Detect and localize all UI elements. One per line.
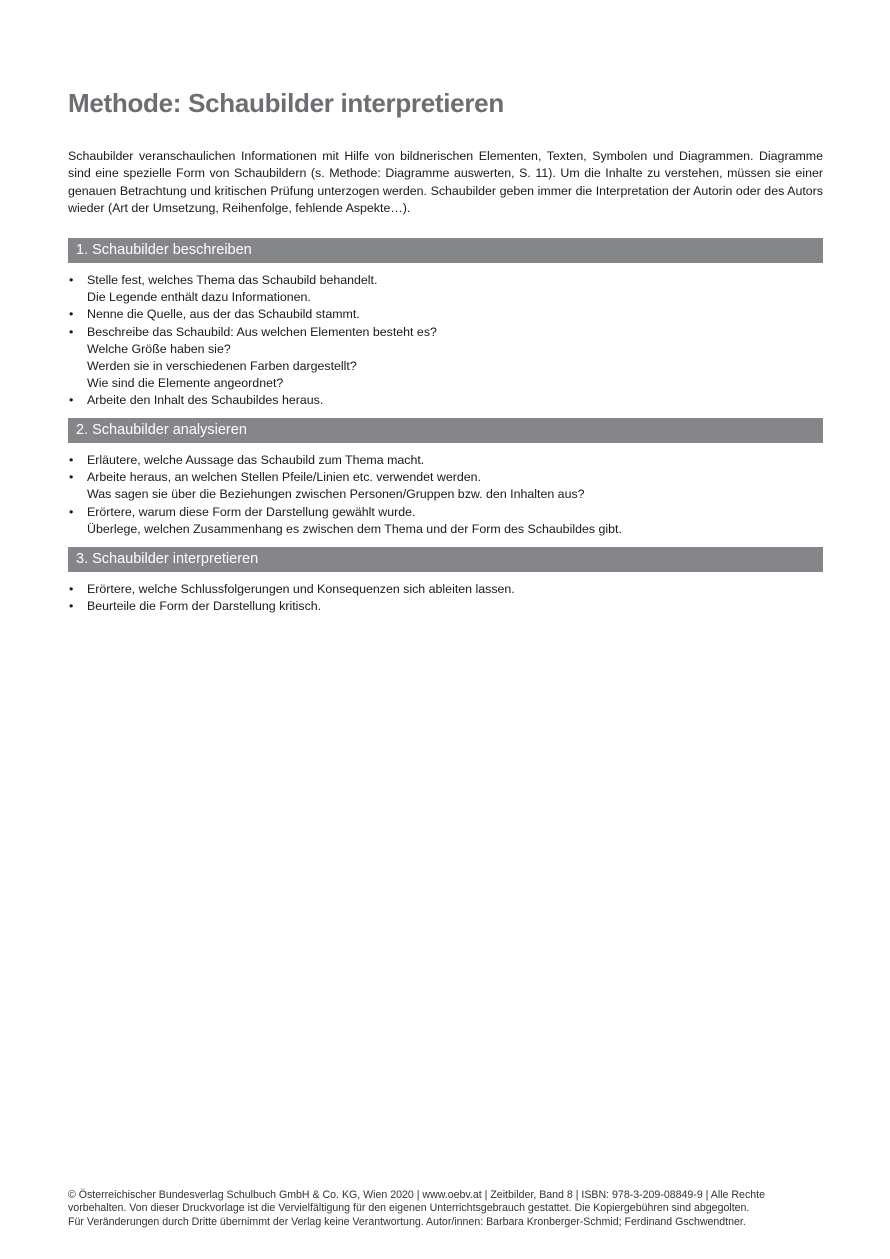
- list-item: • Arbeite heraus, an welchen Stellen Pfeile/Linien etc. verwendet werden. Was sagen sie über die Beziehungen zwischen Personen/Gruppen bzw. den Inhalten aus?: [68, 469, 823, 503]
- list-item: • Beschreibe das Schaubild: Aus welchen Elementen besteht es? Welche Größe haben sie? Werden sie in verschiedenen Farben dargestellt? Wie sind die Elemente angeordnet?: [68, 324, 823, 393]
- section-heading-2: 2. Schaubilder analysieren: [68, 418, 823, 443]
- list-item: • Erörtere, warum diese Form der Darstellung gewählt wurde. Überlege, welchen Zusammenhang es zwischen dem Thema und der Form des Schaubildes gibt.: [68, 504, 823, 538]
- list-item: • Erläutere, welche Aussage das Schaubild zum Thema macht.: [68, 452, 823, 469]
- section-list-1: [68, 272, 823, 410]
- list-item: • Nenne die Quelle, aus der das Schaubild stammt.: [68, 306, 823, 323]
- list-item: • Arbeite den Inhalt des Schaubildes heraus.: [68, 392, 823, 409]
- page-title: Methode: Schaubilder interpretieren: [68, 88, 504, 118]
- section-list-2: [68, 452, 823, 538]
- list-item: • Beurteile die Form der Darstellung kritisch.: [68, 598, 823, 615]
- section-heading-3: 3. Schaubilder interpretieren: [68, 547, 823, 572]
- section-heading-1: 1. Schaubilder beschreiben: [68, 238, 823, 263]
- section-list-3: [68, 581, 823, 615]
- intro-paragraph: Schaubilder veranschaulichen Informationen mit Hilfe von bildnerischen Elementen, Texten, Symbolen und Diagrammen. Diagramme sind eine spezielle Form von Schaubildern (s. Methode: Diagramme auswerten, S. 11). Um die Inhalte zu verstehen, müssen sie einer genauen Betrachtung und kritischen Prüfung unterzogen werden. Schaubilder geben immer die Interpretation der Autorin oder des Autors wieder (Art der Umsetzung, Reihenfolge, fehlende Aspekte…).: [68, 149, 823, 216]
- list-item: • Stelle fest, welches Thema das Schaubild behandelt. Die Legende enthält dazu Informationen.: [68, 272, 823, 306]
- copyright-footer: © Österreichischer Bundesverlag Schulbuch GmbH & Co. KG, Wien 2020 | www.oebv.at | Zeitbilder, Band 8 | ISBN: 978-3-209-08849-9 | Alle Rechte vorbehalten. Von dieser Druckvorlage ist die Vervielfältigung für den eigenen Unterrichtsgebrauch gestattet. Die Kopiergebühren sind abgegolten. Für Veränderungen durch Dritte übernimmt der Verlag keine Verantwortung. Autor/innen: Barbara Kronberger-Schmid; Ferdinand Gschwendtner.: [68, 1189, 765, 1228]
- list-item: • Erörtere, welche Schlussfolgerungen und Konsequenzen sich ableiten lassen.: [68, 581, 823, 598]
